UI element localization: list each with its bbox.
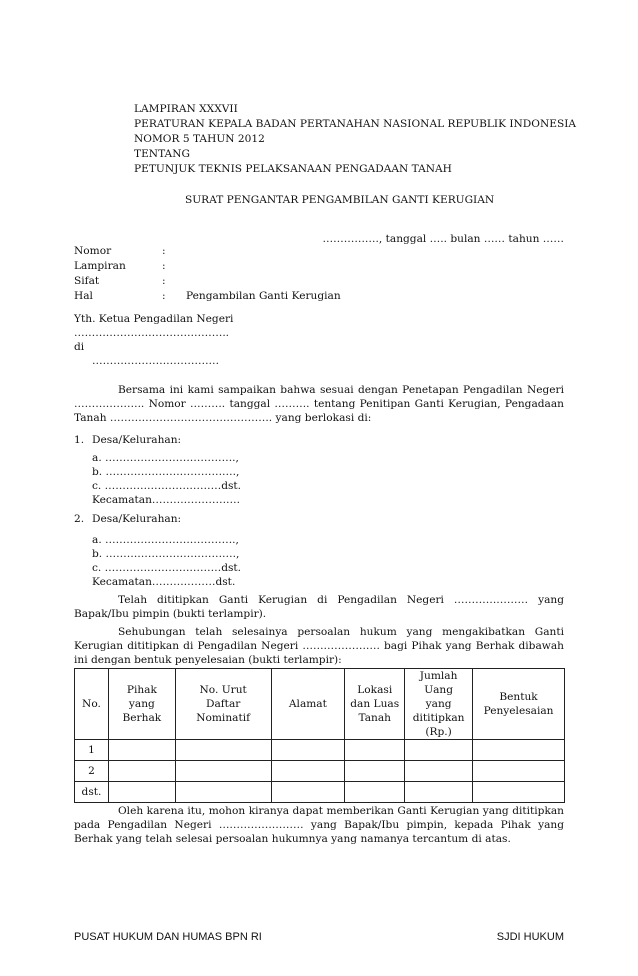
table-cell [271,740,345,761]
location-1-kecamatan: Kecamatan……………………. [92,494,241,506]
table-cell [473,782,565,803]
field-hal-colon: : [162,290,166,302]
header-no [75,669,109,740]
header-pihak-line1: Pihak [126,684,157,696]
paragraph-3: Sehubungan telah selesainya persoalan hukum yang mengakibatkan Ganti Kerugian dititipkan di Pengadilan Negeri …………………. bagi Pihak yang Berhak dibawah ini dengan bentuk penyelesaian (bukti terlampir): [74,626,564,666]
header-jumlah-line4: (Rp.) [425,726,452,738]
table-cell [405,761,473,782]
footer-right: SJDI HUKUM [496,931,564,943]
header-lokasi-line2: dan Luas [350,698,400,710]
location-2-number: 2. [74,513,85,525]
field-nomor-label: Nomor [74,245,112,257]
location-2-c: c. ……………………………dst. [92,562,242,574]
location-2-b: b. ………………………………., [92,548,240,560]
table-cell [345,782,405,803]
field-hal-value: Pengambilan Ganti Kerugian [186,290,341,302]
location-2-title: Desa/Kelurahan: [92,513,182,525]
row-number: 2 [75,761,109,782]
header-no-line: No. [82,698,101,710]
header-judul: PETUNJUK TEKNIS PELAKSANAAN PENGADAAN TANAH [134,163,452,175]
header-lampiran: LAMPIRAN XXXVII [134,103,238,115]
table-cell [175,740,271,761]
table-cell [405,782,473,803]
field-lampiran-label: Lampiran [74,260,126,272]
field-hal-label: Hal [74,290,93,302]
header-pihak [108,669,175,740]
header-lokasi-line1: Lokasi [357,684,393,696]
location-1-number: 1. [74,434,85,446]
header-peraturan: PERATURAN KEPALA BADAN PERTANAHAN NASIONAL REPUBLIK INDONESIA [134,118,577,130]
table-cell [108,761,175,782]
table-cell [473,740,565,761]
header-bentuk-line1: Bentuk [499,691,538,703]
table-cell [473,761,565,782]
header-nomor: NOMOR 5 TAHUN 2012 [134,133,265,145]
header-lokasi [345,669,405,740]
table-cell [175,782,271,803]
header-lokasi-line3: Tanah [358,712,391,724]
header-no-urut-line1: No. Urut [199,684,247,696]
header-pihak-line3: Berhak [122,712,162,724]
header-no-urut-line2: Daftar [205,698,241,710]
row-number: dst. [75,782,109,803]
location-1-c: c. ……………………………dst. [92,480,242,492]
table-cell [108,740,175,761]
paragraph-2: Telah dititipkan Ganti Kerugian di Pengadilan Negeri ………………… yang Bapak/Ibu pimpin (bukti terlampir). [74,594,564,620]
header-bentuk-line2: Penyelesaian [483,705,554,717]
table-header-row [75,669,565,740]
table-cell [405,740,473,761]
table-cell [345,740,405,761]
location-1-a: a. ………………………………., [92,452,239,464]
addressee-line2: …………………………………….. [74,327,230,339]
table-cell [271,782,345,803]
date-line: ……………., tanggal ….. bulan …… tahun …… [322,233,564,245]
addressee-line4: ……………………………… [92,355,220,367]
header-jumlah-line1: Jumlah Uang [419,670,458,696]
header-jumlah-line3: dititipkan [412,712,465,724]
header-no-urut [175,669,271,740]
addressee-line3: di [74,341,85,353]
location-2-kecamatan: Kecamatan………………dst. [92,576,236,588]
table-cell [175,761,271,782]
field-lampiran-colon: : [162,260,166,272]
location-1-b: b. ………………………………., [92,466,240,478]
addressee-line1: Yth. Ketua Pengadilan Negeri [74,313,234,325]
paragraph-1: Bersama ini kami sampaikan bahwa sesuai dengan Penetapan Pengadilan Negeri ……………….. Nomor ………. tanggal ………. tentang Penitipan Ganti Kerugian, Pengadaan Tanah ………………………………………. yang berlokasi di: [74,384,564,424]
table-cell [345,761,405,782]
field-nomor-colon: : [162,245,166,257]
header-jumlah-uang [405,669,473,740]
table-cell [108,782,175,803]
location-1-title: Desa/Kelurahan: [92,434,182,446]
table-row [75,761,565,782]
header-alamat [271,669,345,740]
table-row [75,740,565,761]
header-pihak-line2: yang [128,698,155,710]
paragraph-4: Oleh karena itu, mohon kiranya dapat memberikan Ganti Kerugian yang dititipkan pada Pengadilan Negeri …………………… yang Bapak/Ibu pimpin, kepada Pihak yang Berhak yang telah selesai persoalan hukumnya yang namanya tercantum di atas. [74,805,564,845]
row-number: 1 [75,740,109,761]
letter-title: SURAT PENGANTAR PENGAMBILAN GANTI KERUGIAN [185,194,495,206]
header-jumlah-line2: yang [425,698,452,710]
header-no-urut-line3: Nominatif [196,712,251,724]
field-sifat-colon: : [162,275,166,287]
header-bentuk [473,669,565,740]
location-2-a: a. ………………………………., [92,534,239,546]
header-alamat-line: Alamat [288,698,327,710]
table-cell [271,761,345,782]
table-row [75,782,565,803]
footer-left: PUSAT HUKUM DAN HUMAS BPN RI [74,931,262,943]
field-sifat-label: Sifat [74,275,100,287]
compensation-table [74,668,565,803]
header-tentang: TENTANG [134,148,190,160]
